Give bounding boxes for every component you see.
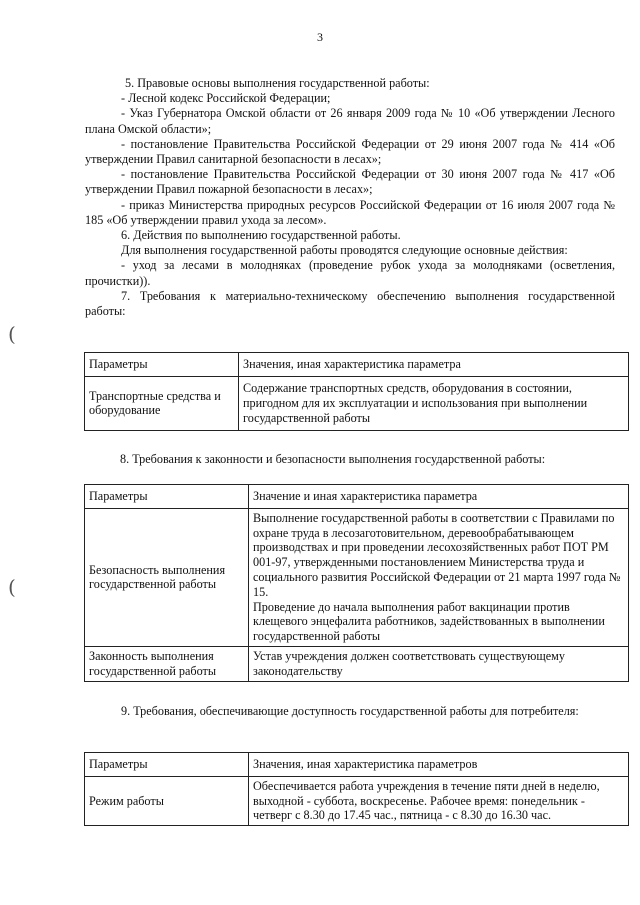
table-row [85,376,629,430]
table-header-cell: Параметры [85,753,249,777]
table-accessibility [84,752,629,826]
table-material-support [84,352,629,431]
section-6-item: - уход за лесами в молодняках (проведение рубок ухода за молодняками (осветления, прочистки)). [85,258,615,288]
table-header-row [85,353,629,377]
section-6-heading: 6. Действия по выполнению государственной работы. [121,228,401,243]
table-cell-parameter: Транспортные средства и оборудование [85,376,239,430]
section-8-heading: 8. Требования к законности и безопасности выполнения государственной работы: [120,452,546,466]
table-legality-safety [84,484,629,682]
section-5-item-4: - постановление Правительства Российской Федерации от 30 июня 2007 года № 417 «Об утверждении Правил пожарной безопасности в лесах»; [85,167,615,197]
table-header-cell: Значения, иная характеристика параметров [249,753,629,777]
section-5-item-1: - Лесной кодекс Российской Федерации; [121,91,331,106]
table-header-row [85,753,629,777]
section-7-heading: 7. Требования к материально-техническому обеспечению выполнения государственной работы: [85,288,615,319]
table-cell-value: Обеспечивается работа учреждения в течение пяти дней в неделю, выходной - суббота, воскресенье. Рабочее время: понедельник - четверг с 8.30 до 17.45 час., пятница - с 8.30 до 16.30 час. [249,776,629,825]
section-9-heading: 9. Требования, обеспечивающие доступность государственной работы для потребителя: [121,704,579,718]
table-header-cell: Значение и иная характеристика параметра [249,485,629,509]
safety-paragraph-2: Проведение до начала выполнения работ вакцинации против клещевого энцефалита работников, задействованных в выполнении государственной работы [253,599,605,644]
table-cell-parameter: Законность выполнения государственной работы [85,646,249,681]
section-5-item-2: - Указ Губернатора Омской области от 26 января 2009 года № 10 «Об утверждении Лесного плана Омской области»; [85,106,615,136]
table-cell-value: Устав учреждения должен соответствовать существующему законодательству [249,646,629,681]
table-cell-value: Содержание транспортных средств, оборудования в состоянии, пригодном для их эксплуатации и использования при выполнении государственной работы [239,376,629,430]
table-header-cell: Параметры [85,353,239,377]
page-number: 3 [317,30,323,44]
section-6-intro: Для выполнения государственной работы проводятся следующие основные действия: [121,243,568,258]
section-5-item-5: - приказ Министерства природных ресурсов Российской Федерации от 16 июля 2007 года № 185 «Об утверждении правил ухода за лесом». [85,197,615,227]
table-header-row [85,485,629,509]
section-5-item-3: - постановление Правительства Российской Федерации от 29 июня 2007 года № 414 «Об утверждении Правил санитарной безопасности в лесах»; [85,136,615,167]
table-header-cell: Значения, иная характеристика параметра [239,353,629,377]
table-row [85,508,629,646]
safety-paragraph-1: Выполнение государственной работы в соответствии с Правилами по охране труда в лесозаготовительном, деревообрабатывающем производствах и при проведении лесохозяйственных работ ПОТ РМ 001-97, утвержденными постановлением Министерства труда и социального развития Российской Федерации от 21 марта 1997 года № 15. [253,510,621,599]
section-5-heading: 5. Правовые основы выполнения государственной работы: [125,76,430,90]
table-row [85,776,629,825]
table-header-cell: Параметры [85,485,249,509]
section-9-text [85,704,615,719]
margin-mark: ( [8,575,16,599]
section-8-text [85,452,620,467]
table-cell-parameter: Режим работы [85,776,249,825]
table-cell-parameter: Безопасность выполнения государственной работы [85,508,249,646]
table-cell-value [249,508,629,646]
table-row [85,646,629,681]
section-5-6-7-text [85,76,615,319]
margin-mark: ( [8,322,16,346]
